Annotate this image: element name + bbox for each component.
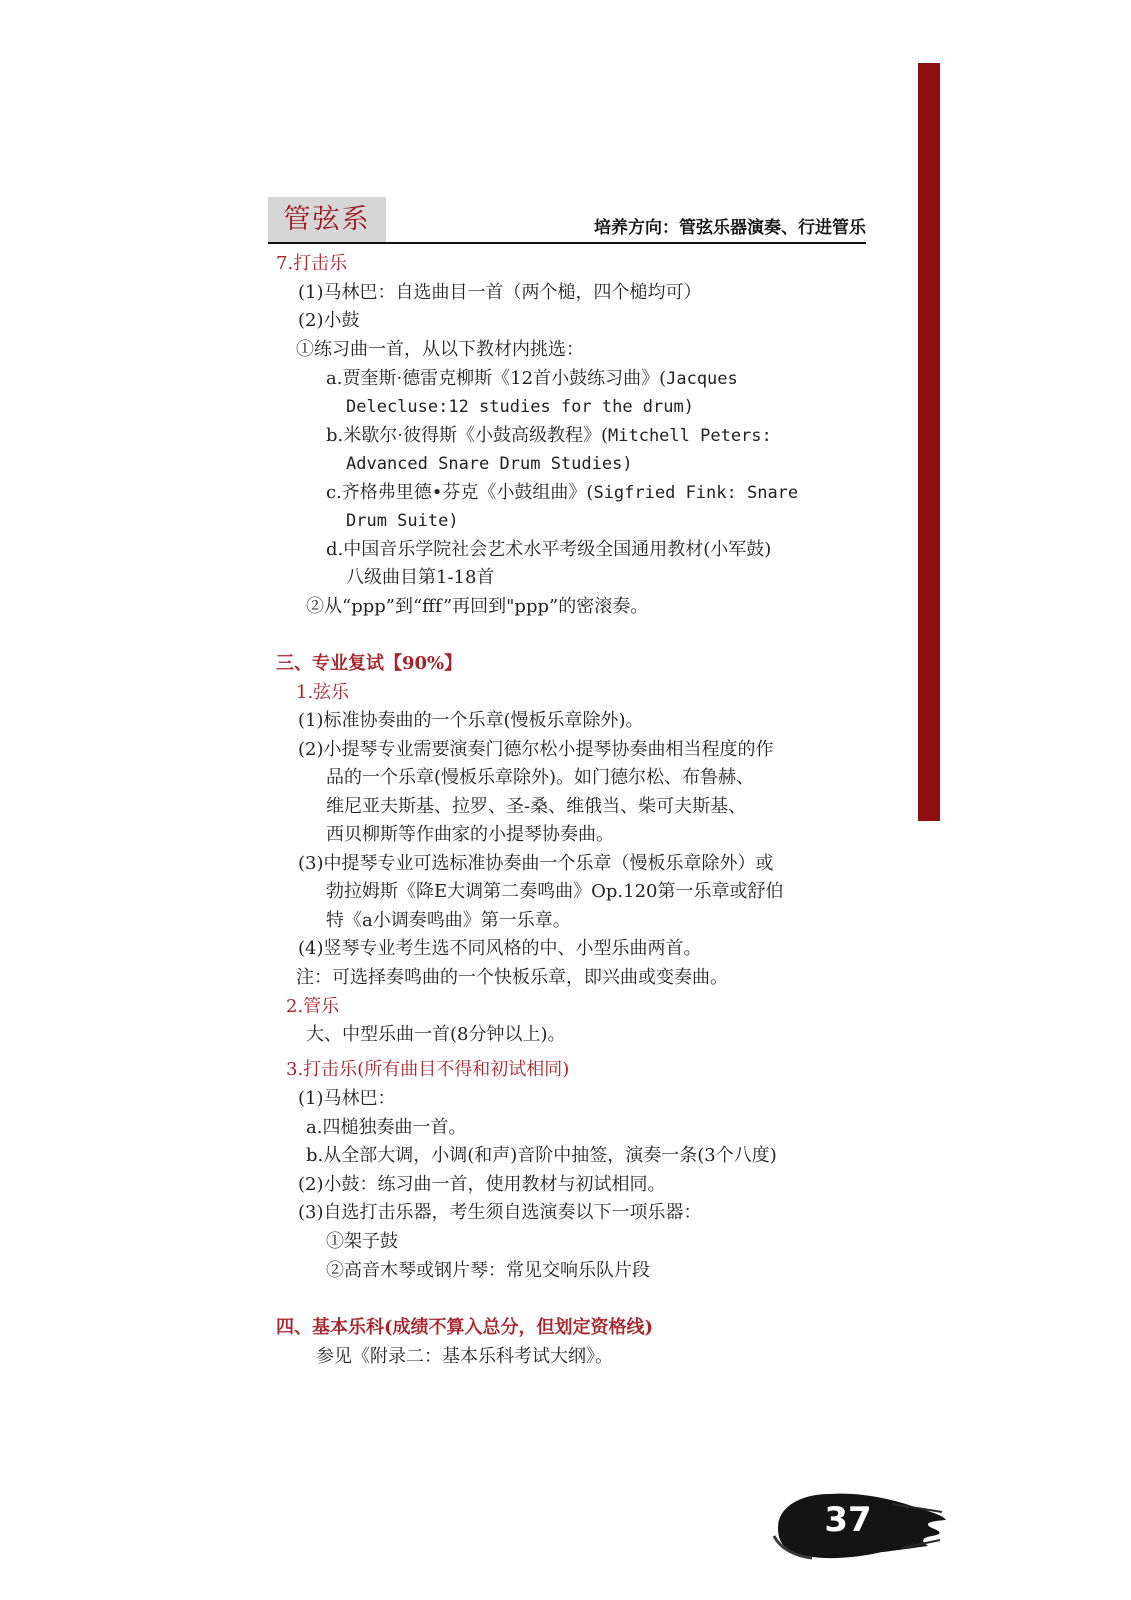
perc-item-2: (2)小鼓：练习曲一首，使用教材与初试相同。 (298, 1174, 666, 1195)
page-number: 37 (824, 1500, 872, 1540)
perc-item-3-option-2: ②高音木琴或钢片琴：常见交响乐队片段 (326, 1260, 650, 1281)
book-d-cont: 八级曲目第1-18首 (346, 567, 495, 588)
heading-section-4: 四、基本乐科(成绩不算入总分，但划定资格线) (276, 1317, 654, 1338)
perc-item-1a: a.四槌独奏曲一首。 (306, 1117, 467, 1138)
book-a: a.贾奎斯·德雷克柳斯《12首小鼓练习曲》(Jacques (326, 368, 738, 389)
strings-item-2-cont: 品的一个乐章(慢板乐章除外)。如门德尔松、布鲁赫、 (326, 767, 755, 788)
strings-item-4: (4)竖琴专业考生选不同风格的中、小型乐曲两首。 (298, 938, 702, 959)
strings-item-3: (3)中提琴专业可选标准协奏曲一个乐章（慢板乐章除外）或 (298, 853, 774, 874)
side-accent-bar (918, 63, 940, 821)
strings-item-2: (2)小提琴专业需要演奏门德尔松小提琴协奏曲相当程度的作 (298, 739, 774, 760)
heading-percussion: 7.打击乐 (276, 253, 348, 274)
winds-item: 大、中型乐曲一首(8分钟以上)。 (306, 1024, 566, 1045)
strings-note: 注：可选择奏鸣曲的一个快板乐章，即兴曲或变奏曲。 (296, 967, 728, 988)
header-divider (268, 242, 866, 244)
page-header (268, 197, 866, 245)
book-c-english: Drum Suite) (346, 511, 459, 531)
perc-item-3: (3)自选打击乐器，考生须自选演奏以下一项乐器： (298, 1202, 702, 1223)
item-snare: (2)小鼓 (298, 310, 360, 331)
perc-item-1: (1)马林巴： (298, 1088, 396, 1109)
strings-item-2-cont: 维尼亚夫斯基、拉罗、圣-桑、维俄当、柴可夫斯基、 (326, 796, 747, 817)
training-direction: 培养方向：管弦乐器演奏、行进管乐 (594, 218, 866, 238)
heading-strings: 1.弦乐 (296, 682, 350, 703)
item-marimba: (1)马林巴：自选曲目一首（两个槌，四个槌均可） (298, 282, 702, 303)
item-etude-intro: ①练习曲一首，从以下教材内挑选： (296, 339, 584, 360)
department-title: 管弦系 (268, 197, 386, 242)
strings-item-2-cont: 西贝柳斯等作曲家的小提琴协奏曲。 (326, 824, 614, 845)
perc-item-3-option-1: ①架子鼓 (326, 1231, 398, 1252)
perc-item-1b: b.从全部大调，小调(和声)音阶中抽签，演奏一条(3个八度) (306, 1145, 777, 1166)
book-b-english: Advanced Snare Drum Studies) (346, 454, 633, 474)
heading-section-3: 三、专业复试【90%】 (276, 653, 463, 674)
section-4-reference: 参见《附录二：基本乐科考试大纲》。 (316, 1346, 613, 1367)
book-b: b.米歇尔·彼得斯《小鼓高级教程》(Mitchell Peters: (326, 425, 772, 446)
item-roll: ②从“ppp”到“fff”再回到"ppp”的密滚奏。 (306, 596, 649, 617)
book-c: c.齐格弗里德•芬克《小鼓组曲》(Sigfried Fink: Snare (326, 482, 799, 503)
heading-percussion-retest: 3.打击乐(所有曲目不得和初试相同) (286, 1059, 570, 1080)
strings-item-1: (1)标准协奏曲的一个乐章(慢板乐章除外)。 (298, 710, 644, 731)
heading-winds: 2.管乐 (286, 996, 340, 1017)
strings-item-3-cont: 勃拉姆斯《降E大调第二奏鸣曲》Op.120第一乐章或舒伯 (326, 881, 784, 902)
book-d: d.中国音乐学院社会艺术水平考级全国通用教材(小军鼓) (326, 539, 772, 560)
strings-item-3-cont: 特《a小调奏鸣曲》第一乐章。 (326, 910, 571, 931)
book-a-english: Delecluse:12 studies for the drum) (346, 397, 694, 417)
